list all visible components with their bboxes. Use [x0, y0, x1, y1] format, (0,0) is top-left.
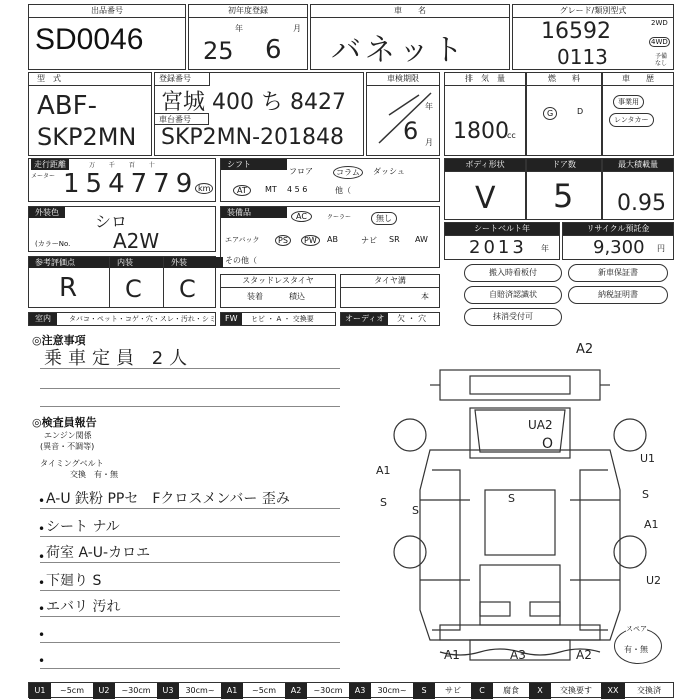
- report-line-2: [40, 536, 340, 537]
- legend-code-a3: A3: [349, 683, 371, 699]
- legend-code-s: S: [413, 683, 435, 699]
- km-unit: km: [195, 183, 213, 194]
- recycle: 9,300: [593, 237, 645, 258]
- inspection-month: 6: [403, 117, 419, 145]
- seatbelt-year: 2013: [469, 237, 527, 258]
- legend-desc-a1: ~5cm: [252, 686, 276, 695]
- doc-new-warranty: 新車保証書: [568, 264, 668, 282]
- notes-title: ◎注意事項: [32, 334, 86, 347]
- report-line-7: [40, 668, 340, 669]
- stud-2: 積込: [289, 292, 305, 301]
- doors-label: ドア数: [527, 159, 601, 172]
- inspection-box: [366, 72, 440, 156]
- notes-line-1: [40, 368, 340, 369]
- displacement-box: [444, 72, 526, 156]
- timing-sub: 交換 有・無: [70, 470, 118, 479]
- shift-dash: ダッシュ: [373, 167, 405, 176]
- mileage-label: 走行距離: [31, 159, 69, 170]
- model-1: ABF-: [37, 91, 97, 121]
- eval-box: [28, 256, 216, 308]
- fuel-g: G: [543, 107, 557, 120]
- meter-label: メーター: [31, 173, 56, 180]
- use-label: 車 歴: [603, 73, 673, 86]
- reg-box: [154, 72, 364, 156]
- mark-bottom-a3: A3: [510, 648, 526, 662]
- report-bullet-7: •: [38, 654, 46, 668]
- grade-label: グレード/類別型式: [513, 5, 673, 18]
- mark-s-left: S: [380, 496, 387, 509]
- doc-cancellation: 抹消受付可: [464, 308, 562, 326]
- mark-s-right: S: [642, 488, 649, 501]
- mark-s-left-2: S: [412, 504, 419, 517]
- car-name: バネット: [331, 33, 467, 68]
- fuel-label: 燃 料: [527, 73, 601, 86]
- first-reg-month: 6: [265, 35, 282, 65]
- interior-label: 内装: [111, 257, 167, 268]
- load-box: [602, 158, 674, 220]
- first-reg-year: 25: [203, 37, 234, 65]
- stock-no: SD0046: [35, 23, 144, 56]
- equip-box: [220, 206, 440, 268]
- displacement: 1800: [453, 119, 509, 144]
- doc-signboard: 搬入時看板付: [464, 264, 562, 282]
- report-line-3: [40, 562, 340, 563]
- chassis-label: 車台番号: [155, 113, 209, 125]
- equip-item-aw: AW: [415, 235, 428, 244]
- seatbelt-unit: 年: [541, 244, 549, 253]
- body-label: ボディ形状: [445, 159, 525, 172]
- fuel-d: D: [577, 107, 584, 116]
- recycle-box: [562, 222, 674, 260]
- equip-other: その他（: [225, 256, 257, 265]
- report-bullet-5: •: [38, 602, 46, 616]
- shift-other: 他（: [335, 186, 351, 195]
- grade-box: [512, 4, 674, 70]
- mark-top-a2: A2: [576, 342, 594, 357]
- audio-bar: [340, 312, 440, 326]
- mark-ua2: UA2: [528, 418, 553, 432]
- report-line-1: [40, 508, 340, 509]
- audio-label: オーディオ: [341, 313, 388, 325]
- inspection-month-unit: 月: [425, 138, 433, 147]
- equip-none: 無し: [371, 212, 397, 225]
- report-item-4: 下廻り S: [46, 573, 102, 589]
- doc-tax-cert: 納税証明書: [568, 286, 668, 304]
- notes-line-2: [40, 388, 340, 389]
- exterior: C: [179, 275, 196, 303]
- legend-desc-u3: 30cm~: [185, 686, 215, 695]
- shift-column: コラム: [333, 166, 363, 179]
- inspection-year-unit: 年: [425, 102, 433, 111]
- exterior-label: 外装: [165, 257, 223, 268]
- mark-bottom-a2: A2: [576, 648, 592, 662]
- grade-1: 16592: [541, 19, 611, 44]
- body-box: [444, 158, 526, 220]
- color-code-label: (カラーNo.: [35, 240, 71, 248]
- mark-u2-right: U2: [646, 574, 662, 587]
- report-line-5: [40, 616, 340, 617]
- engine-sub: (異音・不調等): [40, 442, 95, 451]
- legend-code-a2: A2: [285, 683, 307, 699]
- doors: 5: [553, 177, 574, 215]
- report-bullet-1: •: [38, 494, 46, 508]
- shift-speeds: 4 5 6: [287, 185, 308, 194]
- fw-label: FW: [221, 313, 242, 325]
- stock-no-label: 出品番号: [29, 5, 185, 18]
- report-item-3: 荷室 A-U-カロエ: [46, 545, 151, 561]
- legend-bar: [28, 682, 674, 698]
- first-reg-label: 初年度登録: [189, 5, 307, 18]
- legend-code-u2: U2: [93, 683, 115, 699]
- legend-desc-x: 交換要す: [560, 686, 592, 695]
- interior-bar-items: タバコ・ペット・コゲ・穴・スレ・汚れ・シミ: [69, 315, 216, 323]
- shift-floor: フロア: [289, 167, 313, 176]
- notes-line-3: [40, 406, 340, 407]
- mark-s-center: S: [508, 492, 515, 505]
- interior-bar-label: 室内: [29, 313, 57, 325]
- first-reg-box: [188, 4, 308, 70]
- shift-label: シフト: [221, 159, 287, 170]
- equip-item-ab: AB: [327, 235, 338, 244]
- doors-box: [526, 158, 602, 220]
- grade-2: 0113: [557, 45, 608, 69]
- legend-code-a1: A1: [221, 683, 243, 699]
- eval: R: [59, 273, 78, 303]
- seatbelt-label: シートベルト年: [445, 223, 559, 236]
- equip-item-sr: SR: [389, 235, 400, 244]
- interior-bar: [28, 312, 216, 326]
- load-label: 最大積載量: [603, 159, 673, 172]
- tire-box: [340, 274, 440, 308]
- report-item-2: シート ナル: [46, 519, 120, 535]
- report-bullet-2: •: [38, 522, 46, 536]
- engine-label: エンジン関係: [44, 431, 92, 440]
- body-type: V: [475, 181, 496, 216]
- report-bullet-4: •: [38, 576, 46, 590]
- stud-box: [220, 274, 336, 308]
- recycle-unit: 円: [657, 244, 665, 253]
- mark-a1-right: A1: [644, 518, 659, 531]
- drive-2wd: 2WD: [651, 19, 668, 27]
- drive-4wd: 4WD: [651, 38, 668, 46]
- spare-none: 予備 なし: [655, 53, 668, 67]
- report-bullet-3: •: [38, 550, 46, 564]
- color-label: 外装色: [29, 207, 65, 218]
- mileage: 154779: [63, 169, 199, 199]
- car-name-label: 車 名: [311, 5, 509, 18]
- tire-label: タイヤ溝: [341, 275, 439, 288]
- shift-mt: MT: [265, 185, 277, 194]
- tire-unit: 本: [421, 292, 429, 301]
- displacement-unit: cc: [507, 131, 516, 140]
- legend-desc-s: サビ: [445, 686, 461, 695]
- report-line-4: [40, 590, 340, 591]
- month-unit: 月: [293, 24, 301, 33]
- fw-items: ヒビ ・ A ・ 交換要: [251, 315, 314, 323]
- load: 0.95: [617, 191, 666, 216]
- legend-desc-xx: 交換済: [637, 686, 661, 695]
- spare-value: 有・無: [624, 645, 648, 654]
- legend-desc-a3: 30cm~: [377, 686, 407, 695]
- eval-label: 参考評価点: [29, 257, 113, 268]
- legend-desc-c: 腐食: [503, 686, 519, 695]
- reg-no-label: 登録番号: [155, 73, 210, 86]
- shift-at: AT: [233, 185, 251, 196]
- chassis-no: SKP2MN-201848: [161, 125, 345, 150]
- stud-1: 装着: [247, 292, 263, 301]
- report-bullet-6: •: [38, 628, 46, 642]
- model-label: 型 式: [29, 73, 151, 86]
- legend-desc-u2: ~30cm: [121, 686, 151, 695]
- equip-label: 装備品: [221, 207, 287, 218]
- report-line-6: [40, 642, 340, 643]
- displacement-label: 排 気 量: [445, 73, 525, 86]
- doc-insurance: 自賠済認識状: [464, 286, 562, 304]
- timing-label: タイミングベルト: [40, 459, 104, 468]
- mark-a1-left: A1: [376, 464, 391, 477]
- legend-code-u1: U1: [29, 683, 51, 699]
- equip-item-ps: PS: [275, 235, 291, 246]
- inspection-label: 車検期限: [367, 73, 439, 86]
- legend-desc-u1: ~5cm: [60, 686, 84, 695]
- use-box: [602, 72, 674, 156]
- mark-bottom-a1: A1: [444, 648, 460, 662]
- audio-items: 欠 ・ 穴: [397, 314, 427, 323]
- mileage-units: 万 千 百 十: [89, 162, 161, 169]
- use-business: 事業用: [613, 95, 644, 109]
- equip-ac: AC: [291, 211, 312, 222]
- equip-item-nav: ナビ: [361, 236, 377, 245]
- shift-box: [220, 158, 440, 202]
- color: シロ: [95, 212, 128, 231]
- equip-cooler: クーラー: [327, 214, 352, 221]
- equip-item-airbag: エアバック: [225, 236, 260, 244]
- report-item-1: A-U 鉄粉 PPセ Fクロスメンバー 歪み: [46, 491, 290, 507]
- inspection-title: ◎検査員報告: [32, 416, 97, 429]
- legend-code-c: C: [471, 683, 493, 699]
- interior: C: [125, 275, 142, 303]
- color-code: A2W: [113, 229, 160, 253]
- eval-divider-2: [163, 257, 164, 307]
- recycle-label: リサイクル預託金: [563, 223, 673, 236]
- spare-label: スペア: [626, 625, 647, 633]
- equip-item-pw: PW: [301, 235, 320, 246]
- legend-code-xx: XX: [601, 683, 625, 699]
- mark-u-right: U1: [640, 452, 656, 465]
- vehicle-diagram: [360, 340, 680, 670]
- model-box: [28, 72, 152, 156]
- reg-no: 宮城 400 ち 8427: [161, 90, 346, 115]
- model-2: SKP2MN: [37, 123, 137, 151]
- stock-no-box: [28, 4, 186, 70]
- strike-mark: [369, 87, 439, 153]
- mileage-box: [28, 158, 216, 202]
- legend-desc-a2: ~30cm: [313, 686, 343, 695]
- mark-o: O: [542, 436, 554, 452]
- eval-divider-1: [109, 257, 110, 307]
- year-unit: 年: [235, 24, 243, 33]
- legend-code-u3: U3: [157, 683, 179, 699]
- stud-label: スタッドレスタイヤ: [221, 275, 335, 288]
- legend-code-x: X: [529, 683, 551, 699]
- fw-bar: [220, 312, 336, 326]
- use-rental: レンタカー: [609, 113, 654, 127]
- notes-text: 乗車定員 2人: [44, 348, 194, 369]
- report-item-5: エバリ 汚れ: [46, 599, 121, 615]
- seatbelt-box: [444, 222, 560, 260]
- car-name-box: [310, 4, 510, 70]
- color-box: [28, 206, 216, 252]
- fuel-box: [526, 72, 602, 156]
